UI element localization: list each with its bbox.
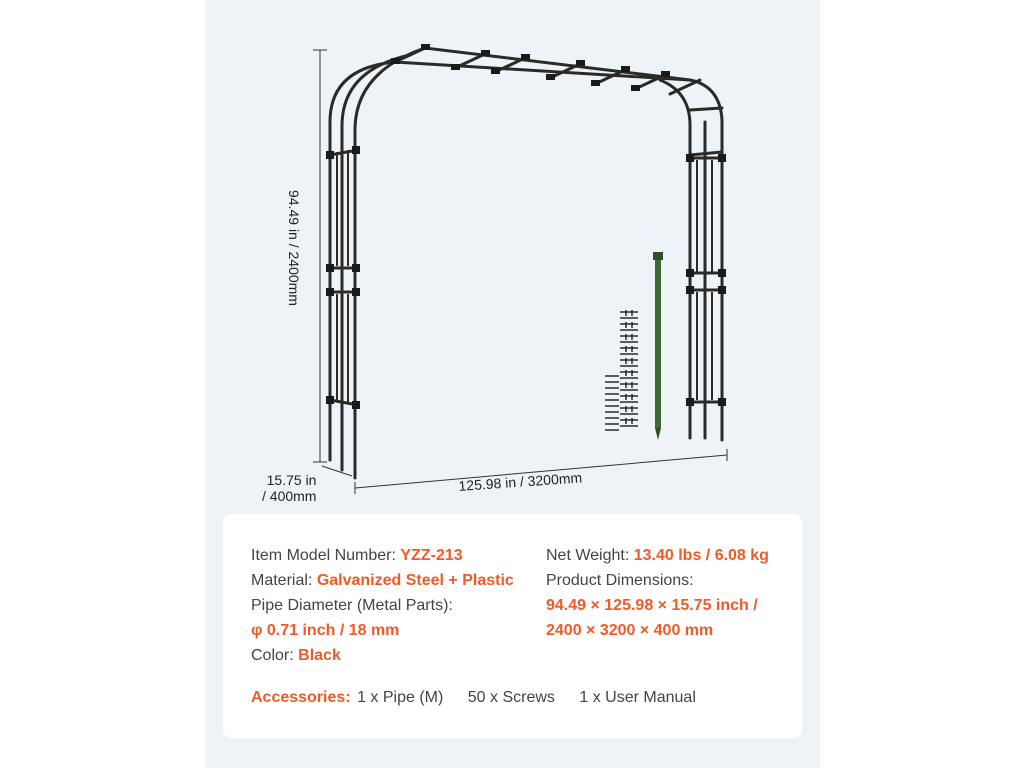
spec-dims-value-2-text: 2400 × 3200 × 400 mm	[546, 622, 714, 639]
spec-model-value: YZZ-213	[400, 547, 463, 564]
accessories-label: Accessories:	[251, 689, 351, 706]
width-dimension-label: 125.98 in / 3200mm	[458, 469, 583, 494]
spec-weight	[546, 547, 769, 565]
screws	[605, 310, 638, 430]
accessory-item: 1 x User Manual	[579, 689, 696, 706]
connectors	[326, 44, 726, 409]
arch-frame	[330, 48, 722, 478]
spec-pipe-value	[251, 622, 399, 640]
depth-line-1: 15.75 in	[266, 472, 317, 488]
spec-pipe-value-text: φ 0.71 inch / 18 mm	[251, 622, 400, 639]
spec-material	[251, 572, 514, 590]
spec-material-label: Material:	[251, 572, 313, 589]
spec-color	[251, 647, 341, 665]
spec-color-label: Color:	[251, 647, 294, 664]
height-dimension-label: 94.49 in / 2400mm	[286, 190, 302, 306]
accessory-item: 50 x Screws	[467, 689, 555, 706]
spec-dims-value-1-text: 94.49 × 125.98 × 15.75 inch /	[546, 597, 758, 614]
depth-dimension-label	[262, 472, 316, 504]
spec-model-label: Item Model Number:	[251, 547, 396, 564]
accessory-item: 1 x Pipe (M)	[357, 689, 444, 706]
spec-material-value: Galvanized Steel + Plastic	[316, 572, 514, 589]
stake-pipe	[653, 252, 663, 440]
spec-weight-label: Net Weight:	[546, 547, 630, 564]
accessories-row	[251, 689, 708, 707]
spec-weight-value: 13.40 lbs / 6.08 kg	[633, 547, 769, 564]
spec-dims-label: Product Dimensions:	[546, 572, 694, 589]
depth-line-2: / 400mm	[262, 488, 317, 504]
spec-color-value: Black	[298, 647, 341, 664]
dimension-lines	[313, 50, 727, 494]
spec-pipe-label: Pipe Diameter (Metal Parts):	[251, 597, 453, 614]
spec-model	[251, 547, 463, 565]
spec-dims-value-2	[546, 622, 713, 640]
spec-dims-value-1	[546, 597, 758, 615]
